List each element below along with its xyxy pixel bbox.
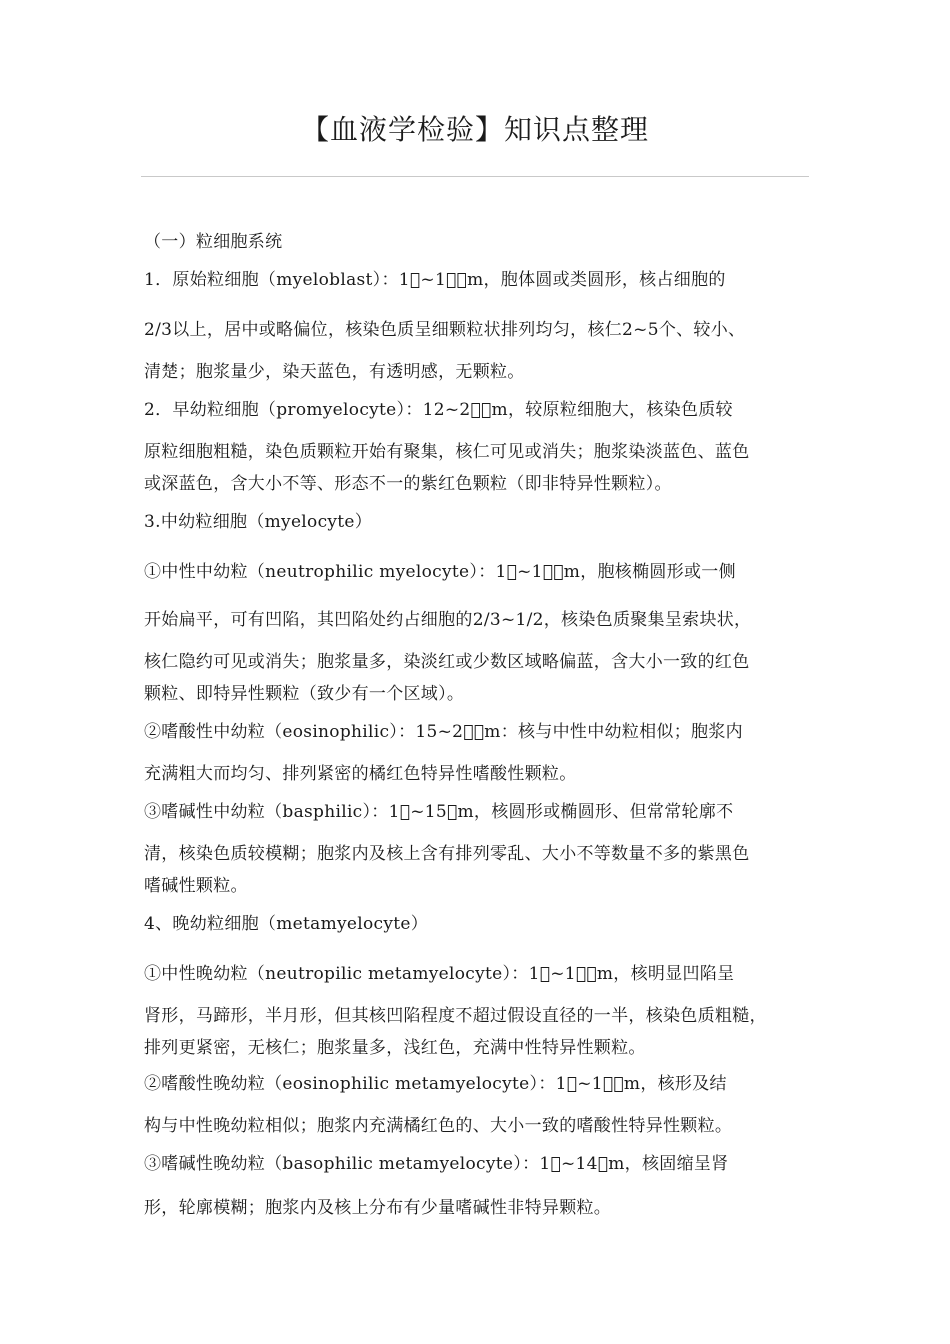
paragraph-line: 嗜碱性颗粒。 [144,876,248,896]
paragraph-line: 核仁隐约可见或消失；胞浆量多，染淡红或少数区域略偏蓝，含大小一致的红色 [144,652,750,672]
page-title: 【血液学检验】知识点整理 [300,113,649,146]
paragraph-line: 2/3以上，居中或略偏位，核染色质呈细颗粒状排列均匀，核仁2~5个、较小、 [144,320,746,340]
paragraph-line: 排列更紧密，无核仁；胞浆量多，浅红色，充满中性特异性颗粒。 [144,1038,646,1058]
subsection-heading: 4、晚幼粒细胞（metamyelocyte） [144,914,429,934]
paragraph-line: 或深蓝色，含大小不等、形态不一的紫红色颗粒（即非特异性颗粒）。 [144,474,672,494]
paragraph-line: 原粒细胞粗糙，染色质颗粒开始有聚集，核仁可见或消失；胞浆染淡蓝色、蓝色 [144,442,750,462]
paragraph-line: ③嗜碱性晚幼粒（basophilic metamyelocyte）：1 ~14 m，核固缩呈肾 [144,1154,729,1174]
paragraph-line: 2．早幼粒细胞（promyelocyte）：12~2  m，较原粒细胞大，核染色质较 [144,400,733,420]
paragraph-line: ②嗜酸性晚幼粒（eosinophilic metamyelocyte）：1 ~1  m，核形及结 [144,1074,727,1094]
paragraph-line: ①中性中幼粒（neutrophilic myelocyte）：1 ~1  m，胞核椭圆形或一侧 [144,562,736,582]
paragraph-line: ③嗜碱性中幼粒（basphilic）：1 ~15 m，核圆形或椭圆形、但常常轮廓不 [144,802,734,822]
section-heading: （一）粒细胞系统 [144,232,283,252]
paragraph-line: 颗粒、即特异性颗粒（致少有一个区域）。 [144,684,465,704]
paragraph-line: 构与中性晚幼粒相似；胞浆内充满橘红色的、大小一致的嗜酸性特异性颗粒。 [144,1116,733,1136]
paragraph-line: 开始扁平，可有凹陷，其凹陷处约占细胞的2/3~1/2，核染色质聚集呈索块状， [144,610,752,630]
title-divider [141,176,809,177]
paragraph-line: 肾形，马蹄形，半月形，但其核凹陷程度不超过假设直径的一半，核染色质粗糙， [144,1006,767,1026]
paragraph-line: 形，轮廓模糊；胞浆内及核上分布有少量嗜碱性非特异颗粒。 [144,1198,612,1218]
subsection-heading: 3.中幼粒细胞（myelocyte） [144,512,373,532]
paragraph-line: 清楚；胞浆量少，染天蓝色，有透明感，无颗粒。 [144,362,525,382]
paragraph-line: 充满粗大而均匀、排列紧密的橘红色特异性嗜酸性颗粒。 [144,764,577,784]
paragraph-line: 清，核染色质较模糊；胞浆内及核上含有排列零乱、大小不等数量不多的紫黑色 [144,844,750,864]
paragraph-line: ②嗜酸性中幼粒（eosinophilic）：15~2  m：核与中性中幼粒相似；胞浆内 [144,722,743,742]
paragraph-line: 1．原始粒细胞（myeloblast）：1 ~1  m，胞体圆或类圆形，核占细胞的 [144,270,726,290]
paragraph-line: ①中性晚幼粒（neutropilic metamyelocyte）：1 ~1  m，核明显凹陷呈 [144,964,735,984]
